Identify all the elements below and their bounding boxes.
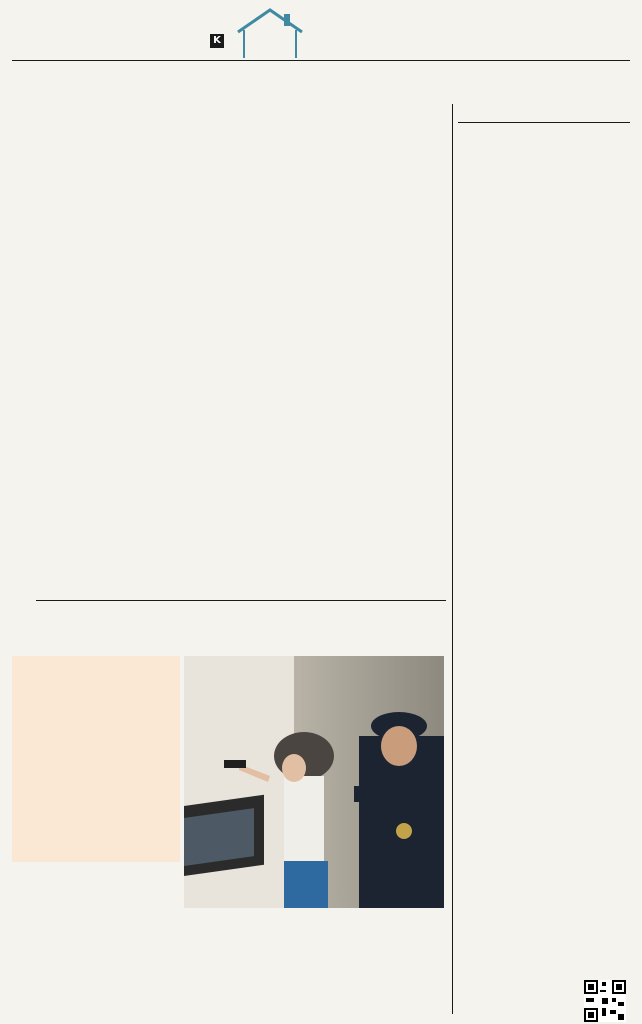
shooting-photo-svg [184, 656, 444, 908]
civil-story [36, 600, 446, 930]
column-divider [452, 104, 453, 1014]
masthead-rule [12, 60, 630, 61]
airport-column-2 [246, 956, 446, 1016]
airport-column-1 [36, 956, 236, 1016]
lead-story [26, 78, 444, 598]
market-kicker-bar [458, 108, 630, 123]
lead-column-1 [26, 218, 228, 598]
market-column [458, 108, 630, 978]
masthead [0, 0, 642, 70]
civil-top-rule [36, 600, 446, 601]
airport-story [36, 930, 446, 1020]
civil-box-text [18, 662, 174, 856]
house-logo-icon [232, 6, 312, 61]
qr-code-icon[interactable] [584, 980, 626, 1022]
lead-column-2 [242, 174, 444, 598]
lead-intro [26, 192, 226, 212]
civil-text-box [12, 656, 180, 862]
shooting-photo [184, 656, 444, 908]
brand-k-icon: K [210, 34, 224, 48]
promo-box [458, 978, 630, 1020]
